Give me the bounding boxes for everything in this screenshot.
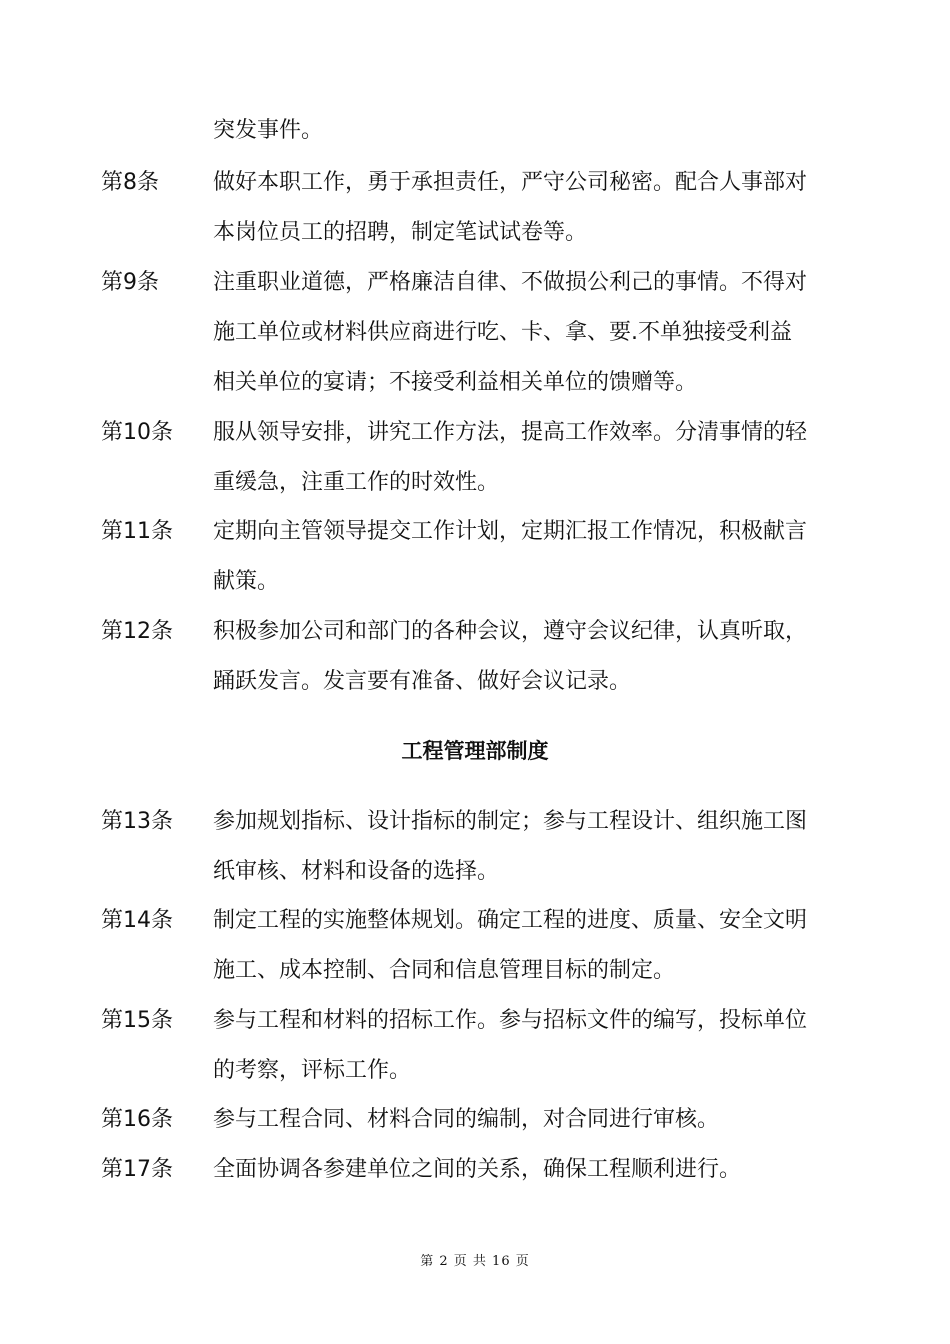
article-text-line: 相关单位的宴请；不接受利益相关单位的馈赠等。 [213,370,698,395]
article-number: 第11条 [101,519,173,544]
paragraph-fragment: 突发事件。 [213,118,324,143]
article-number: 第17条 [101,1157,173,1182]
article-text-line: 纸审核、材料和设备的选择。 [213,859,500,884]
article-number: 第8条 [101,170,159,195]
article-text-line: 施工单位或材料供应商进行吃、卡、拿、要.不单独接受利益 [213,320,792,345]
article-text-line: 服从领导安排，讲究工作方法，提高工作效率。分清事情的轻 [213,420,808,445]
article-number: 第13条 [101,809,173,834]
article-text-line: 的考察，评标工作。 [213,1058,412,1083]
article-text-line: 定期向主管领导提交工作计划，定期汇报工作情况，积极献言 [213,519,808,544]
article-text-line: 献策。 [213,569,280,594]
article-text-line: 参与工程合同、材料合同的编制，对合同进行审核。 [213,1107,720,1132]
article-text-line: 参与工程和材料的招标工作。参与招标文件的编写，投标单位 [213,1008,808,1033]
article-text-line: 制定工程的实施整体规划。确定工程的进度、质量、安全文明 [213,908,808,933]
article-text-line: 全面协调各参建单位之间的关系，确保工程顺利进行。 [213,1157,742,1182]
article-text-line: 踊跃发言。发言要有准备、做好会议记录。 [213,669,632,694]
article-number: 第14条 [101,908,173,933]
article-number: 第16条 [101,1107,173,1132]
article-text-line: 施工、成本控制、合同和信息管理目标的制定。 [213,958,676,983]
article-text-line: 本岗位员工的招聘，制定笔试试卷等。 [213,220,588,245]
article-text-line: 做好本职工作，勇于承担责任，严守公司秘密。配合人事部对 [213,170,808,195]
page-footer: 第 2 页 共 16 页 [420,1254,530,1269]
article-text-line: 参加规划指标、设计指标的制定；参与工程设计、组织施工图 [213,809,808,834]
article-number: 第9条 [101,270,159,295]
article-text-line: 重缓急，注重工作的时效性。 [213,470,500,495]
article-number: 第12条 [101,619,173,644]
article-number: 第15条 [101,1008,173,1033]
article-number: 第10条 [101,420,173,445]
section-title: 工程管理部制度 [401,739,549,763]
article-text-line: 积极参加公司和部门的各种会议，遵守会议纪律，认真听取， [213,619,808,644]
article-text-line: 注重职业道德，严格廉洁自律、不做损公利己的事情。不得对 [213,270,808,295]
